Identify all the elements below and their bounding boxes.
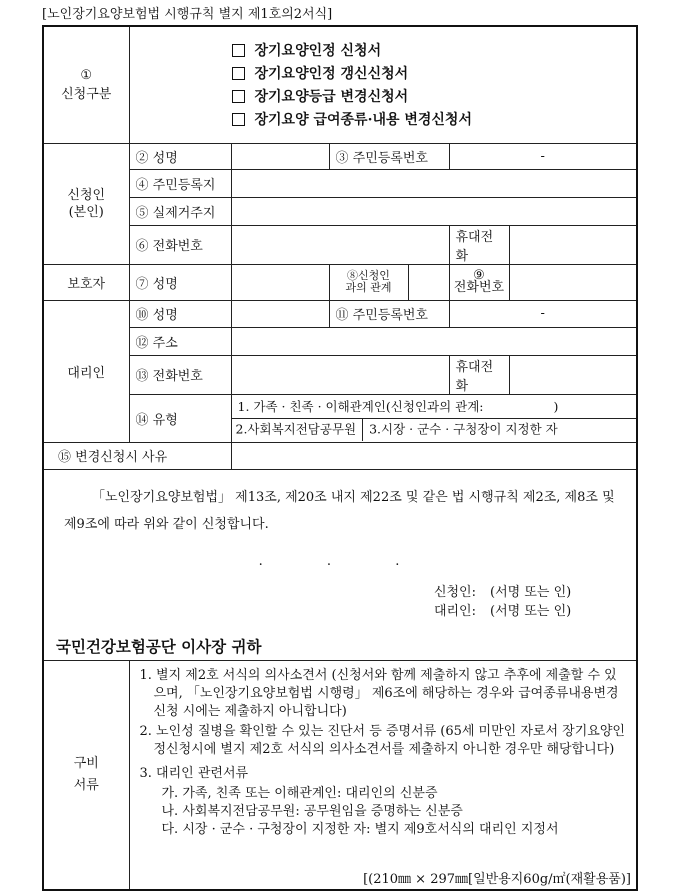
option-label: 장기요양 급여종류·내용 변경신청서 xyxy=(254,112,472,129)
agent-name-field[interactable] xyxy=(231,300,329,327)
applicant-signature-label: 신청인: xyxy=(433,584,476,600)
option-long-term-care-application[interactable] xyxy=(232,39,631,62)
applicant-phone-field[interactable] xyxy=(231,225,449,264)
addressee: 국민건강보험공단 이사장 귀하 xyxy=(56,636,262,656)
paper-spec-footer: [(210㎜ × 297㎜[일반용지60g/㎡(재활용품)] xyxy=(363,872,631,887)
documents-list xyxy=(129,660,637,890)
option-benefit-change-application[interactable] xyxy=(232,108,631,131)
declaration-text: 「노인장기요양보험법」 제13조, 제20조 내지 제22조 및 같은 법 시행규칙 제2조, 제8조 및 제9조에 따라 위와 같이 신청합니다. xyxy=(64,489,615,532)
agent-rrn-field[interactable]: - xyxy=(449,300,637,327)
applicant-actual-address-label: ⑤ 실제거주지 xyxy=(129,197,231,225)
document-item: 1. 별지 제2호 서식의 의사소견서 (신청서와 함께 제출하지 않고 추후에 제출할 수 있으며, 「노인장기요양보험법 시행령」 제6조에 해당하는 경우와 급여종류내용변경신청 시에는 제출하지 아니합니다) xyxy=(139,667,619,719)
checkbox-icon[interactable] xyxy=(232,67,245,80)
agent-signature-field[interactable]: (서명 또는 인) xyxy=(490,603,572,619)
agent-phone-field[interactable] xyxy=(231,355,449,394)
document-sub-item: 나. 사회복지전담공무원: 공무원임을 증명하는 신분증 xyxy=(161,803,463,819)
option-label: 장기요양인정 신청서 xyxy=(254,43,382,60)
declaration-block xyxy=(43,469,637,660)
option-label: 장기요양등급 변경신청서 xyxy=(254,89,409,106)
agent-address-label: ⑫ 주소 xyxy=(129,327,231,355)
document-sub-item: 가. 가족, 친족 또는 이해관계인: 대리인의 신분증 xyxy=(161,785,438,801)
applicant-registered-address-field[interactable] xyxy=(231,169,637,197)
guardian-relation-label: ⑧신청인 과의 관계 xyxy=(330,265,409,300)
option-label: 장기요양인정 갱신신청서 xyxy=(254,66,409,83)
agent-type-option-row xyxy=(231,418,637,442)
checkbox-icon[interactable] xyxy=(232,113,245,126)
applicant-name-field[interactable] xyxy=(231,143,329,169)
applicant-section-label: 신청인 (본인) xyxy=(43,143,129,264)
agent-type-option-family-text: 1. 가족 · 친족 · 이해관계인(신청인과의 관계: xyxy=(237,399,484,414)
guardian-section-label: 보호자 xyxy=(43,264,129,300)
application-type-text: 신청구분 xyxy=(61,86,112,102)
guardian-name-field[interactable] xyxy=(231,264,329,300)
checkbox-icon[interactable] xyxy=(232,44,245,57)
agent-section-label: 대리인 xyxy=(43,300,129,442)
divider xyxy=(362,419,363,441)
agent-phone-label: ⑬ 전화번호 xyxy=(129,355,231,394)
applicant-registered-address-label: ④ 주민등록지 xyxy=(129,169,231,197)
document-sub-item: 다. 시장 · 군수 · 구청장이 지정한 자: 별지 제9호서식의 대리인 지정서 xyxy=(161,821,559,837)
document-item: 3. 대리인 관련서류 xyxy=(139,765,249,781)
applicant-actual-address-field[interactable] xyxy=(231,197,637,225)
agent-mobile-label: 휴대전화 xyxy=(449,355,509,394)
guardian-phone-field[interactable] xyxy=(509,264,637,300)
applicant-mobile-field[interactable] xyxy=(509,225,637,264)
agent-mobile-field[interactable] xyxy=(509,355,637,394)
agent-type-option-welfare[interactable]: 2.사회복지전담공무원 xyxy=(235,421,357,437)
application-type-label xyxy=(43,26,129,143)
option-renewal-application[interactable] xyxy=(232,62,631,85)
signature-block xyxy=(296,583,624,621)
change-reason-label: ⑮ 변경신청시 사유 xyxy=(43,442,231,469)
change-reason-field[interactable] xyxy=(231,442,637,469)
agent-signature-label: 대리인: xyxy=(433,603,476,619)
documents-label: 구비 서류 xyxy=(43,660,129,890)
date-field[interactable]: . . . xyxy=(258,553,430,569)
application-form xyxy=(42,25,638,891)
document-item: 2. 노인성 질병을 확인할 수 있는 진단서 등 증명서류 (65세 미만인 자로서 장기요양인정신청시에 별지 제2호 서식의 의사소견서를 제출하지 아니한 경우만 해당합니다) xyxy=(139,723,625,757)
agent-type-label: ⑭ 유형 xyxy=(129,394,231,442)
option-grade-change-application[interactable] xyxy=(232,85,631,108)
guardian-name-label: ⑦ 성명 xyxy=(129,264,231,300)
agent-type-option-family-close: ) xyxy=(553,399,559,414)
checkbox-icon[interactable] xyxy=(232,90,245,103)
application-type-num: ① xyxy=(80,67,93,83)
agent-name-label: ⑩ 성명 xyxy=(129,300,231,327)
applicant-rrn-field[interactable]: - xyxy=(449,143,637,169)
application-type-options xyxy=(129,26,637,143)
applicant-signature-field[interactable]: (서명 또는 인) xyxy=(490,584,572,600)
agent-rrn-label: ⑪ 주민등록번호 xyxy=(329,300,449,327)
guardian-relation-field[interactable] xyxy=(409,265,449,300)
guardian-phone-label: ⑨ 전화번호 xyxy=(449,264,509,300)
agent-type-option-family[interactable] xyxy=(231,394,637,418)
agent-address-field[interactable] xyxy=(231,327,637,355)
applicant-name-label: ② 성명 xyxy=(129,143,231,169)
applicant-phone-label: ⑥ 전화번호 xyxy=(129,225,231,264)
applicant-mobile-label: 휴대전화 xyxy=(449,225,509,264)
applicant-rrn-label: ③ 주민등록번호 xyxy=(329,143,449,169)
form-header: [노인장기요양보험법 시행규칙 별지 제1호의2서식] xyxy=(42,7,333,22)
agent-type-option-designated[interactable]: 3.시장 · 군수 · 구청장이 지정한 자 xyxy=(369,421,558,437)
